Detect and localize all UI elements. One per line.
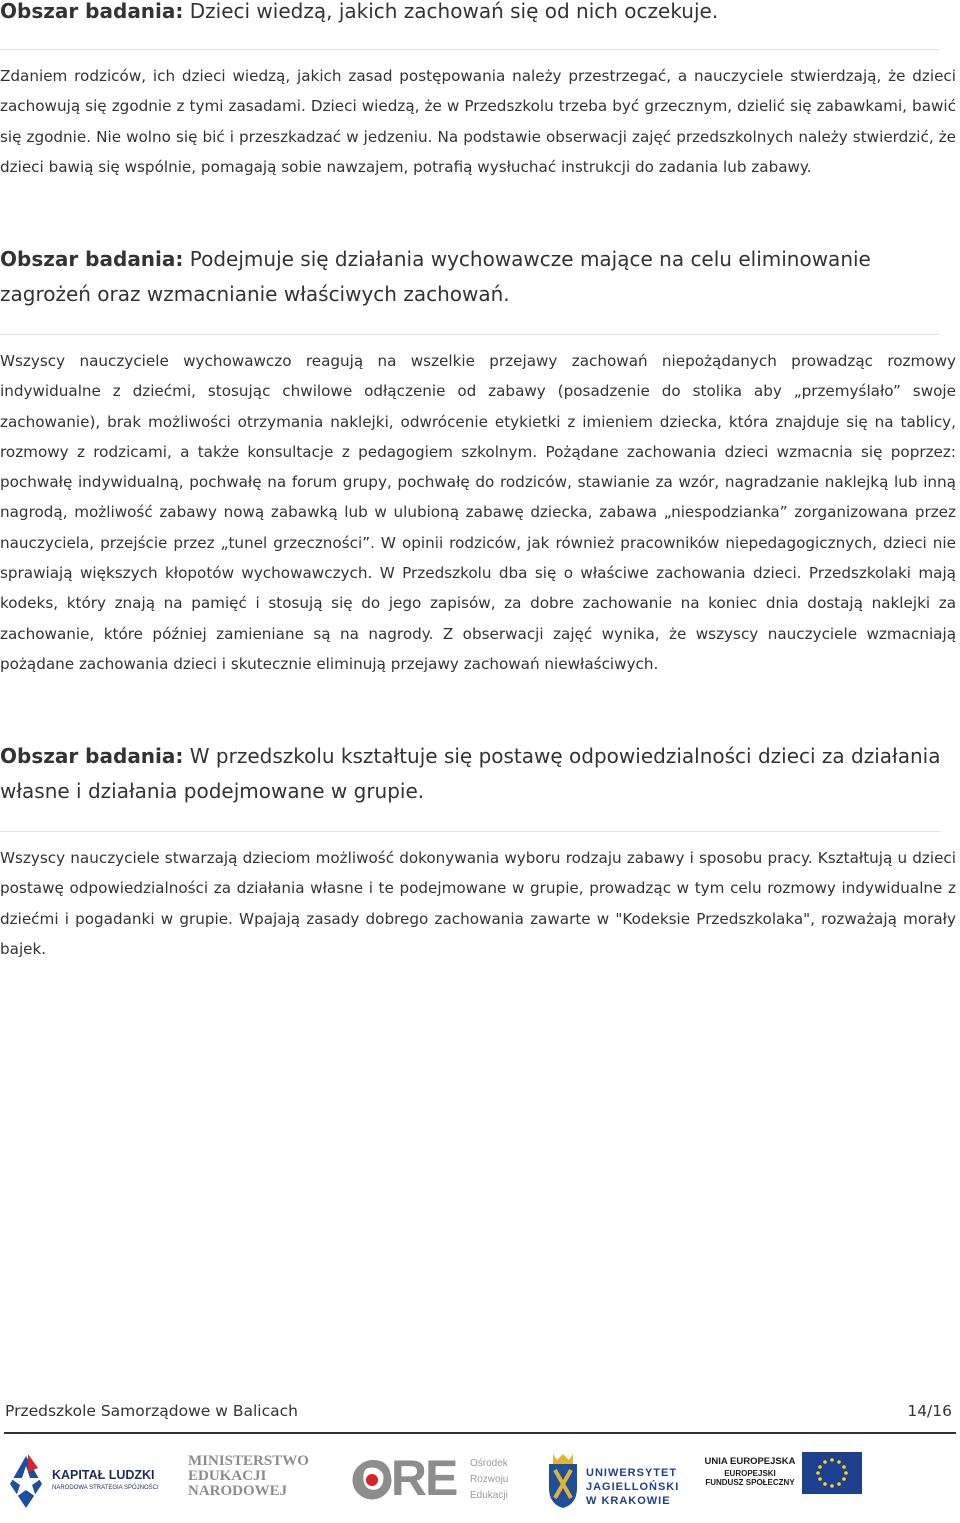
- logo-line: NARODOWEJ: [188, 1483, 288, 1499]
- ore-mark: ORE: [354, 1450, 457, 1506]
- ore-logo: [348, 1448, 528, 1518]
- section-label: Obszar badania:: [0, 247, 184, 271]
- sponsor-logos: [0, 1448, 960, 1518]
- uj-crest-icon: [546, 1452, 580, 1510]
- men-logo: [188, 1448, 308, 1518]
- section-title: Dzieci wiedzą, jakich zachowań się od nich oczekuje.: [189, 0, 719, 23]
- footer-school-name: Przedszkole Samorządowe w Balicach: [5, 1402, 298, 1420]
- logo-line: MINISTERSTWO: [188, 1453, 309, 1469]
- logo-line: Rozwoju: [470, 1474, 509, 1485]
- logo-line: UNIA EUROPEJSKA: [704, 1456, 796, 1467]
- section-title: W przedszkolu kształtuje się postawę odpowiedzialności dzieci za działania własne i działania podejmowane w grupie.: [0, 744, 941, 803]
- kapital-ludzki-logo: [8, 1448, 168, 1518]
- logo-line: UNIWERSYTET: [586, 1467, 678, 1479]
- logo-line: EUROPEJSKI: [724, 1469, 776, 1478]
- section-title: Podejmuje się działania wychowawcze mające na celu eliminowanie zagrożeń oraz wzmacnianie właściwych zachowań.: [0, 247, 871, 306]
- uj-logo: [546, 1448, 686, 1518]
- page-number: 14/16: [907, 1402, 952, 1420]
- logo-line: FUNDUSZ SPOŁECZNY: [705, 1478, 795, 1487]
- logo-line: Edukacji: [470, 1490, 508, 1501]
- logo-line: Ośrodek: [470, 1458, 508, 1469]
- divider: [0, 49, 941, 50]
- logo-line: NARODOWA STRATEGIA SPÓJNOŚCI: [52, 1485, 159, 1491]
- section-label: Obszar badania:: [0, 0, 184, 23]
- section-heading: [0, 0, 958, 29]
- logo-line: EDUKACJI: [188, 1468, 267, 1484]
- eu-flag-icon: [802, 1452, 862, 1494]
- kapital-ludzki-star-icon: [8, 1454, 44, 1510]
- eu-logo: [704, 1448, 868, 1518]
- section-heading: [0, 739, 958, 809]
- section-heading: [0, 242, 958, 312]
- section-label: Obszar badania:: [0, 744, 184, 768]
- footer-divider: [4, 1432, 956, 1434]
- section-paragraph: Wszyscy nauczyciele stwarzają dzieciom możliwość dokonywania wyboru rodzaju zabawy i sposobu pracy. Kształtują u dzieci postawę odpowiedzialności za działania własne i te podejmowane w grupie, prowadząc w tym celu rozmowy indywidualne z dziećmi i pogadanki w grupie. Wpajają zasady dobrego zachowania zawarte w "Kodeksie Przedszkolaka", rozważają morały bajek.: [0, 849, 956, 958]
- section-paragraph: Wszyscy nauczyciele wychowawczo reagują na wszelkie przejawy zachowań niepożądanych prowadząc rozmowy indywidualne z dziećmi, stosując chwilowe odłączenie od zabawy (posadzenie do stolika aby „przemyślało” swoje zachowanie), brak możliwości otrzymania naklejki, odwrócenie etykietki z imieniem dziecka, która znajduje się na tablicy, rozmowy z rodzicami, a także konsultacje z pedagogiem szkolnym. Pożądane zachowania dzieci wzmacnia się poprzez: pochwałę indywidualną, pochwałę na forum grupy, pochwałę do rodziców, stawianie za wzór, nagradzanie naklejką lub inną nagrodą, możliwość zabawy nową zabawką lub w ulubioną zabawę dziecka, zabawa „niespodzianka” zorganizowana przez nauczyciela, przejście przez „tunel grzeczności”. W opinii rodziców, jak również pracowników niepedagogicznych, dzieci nie sprawiają większych kłopotów wychowawczych. W Przedszkolu dba się o właściwe zachowania dzieci. Przedszkolaki mają kodeks, który znają na pamięć i stosują się do jego zapisów, za dobre zachowanie na koniec dnia dostają naklejki za zachowanie, które później zamieniane są na nagrody. Z obserwacji zajęć wynika, że wszyscy nauczyciele wzmacniają pożądane zachowania dzieci i skutecznie eliminują przejawy zachowań niewłaściwych.: [0, 352, 956, 673]
- divider: [0, 831, 941, 832]
- logo-line: W KRAKOWIE: [586, 1495, 671, 1507]
- logo-line: KAPITAŁ LUDZKI: [52, 1468, 155, 1482]
- divider: [0, 334, 941, 335]
- section-paragraph: Zdaniem rodziców, ich dzieci wiedzą, jakich zasad postępowania należy przestrzegać, a nauczyciele stwierdzają, że dzieci zachowują się zgodnie z tymi zasadami. Dzieci wiedzą, że w Przedszkolu trzeba być grzecznym, dzielić się zabawkami, bawić się zgodnie. Nie wolno się bić i przeszkadzać w jedzeniu. Na podstawie obserwacji zajęć przedszkolnych należy stwierdzić, że dzieci bawią się wspólnie, pomagają sobie nawzajem, potrafią wysłuchać instrukcji do zadania lub zabawy.: [0, 67, 956, 176]
- logo-line: JAGIELLOŃSKI: [586, 1481, 680, 1493]
